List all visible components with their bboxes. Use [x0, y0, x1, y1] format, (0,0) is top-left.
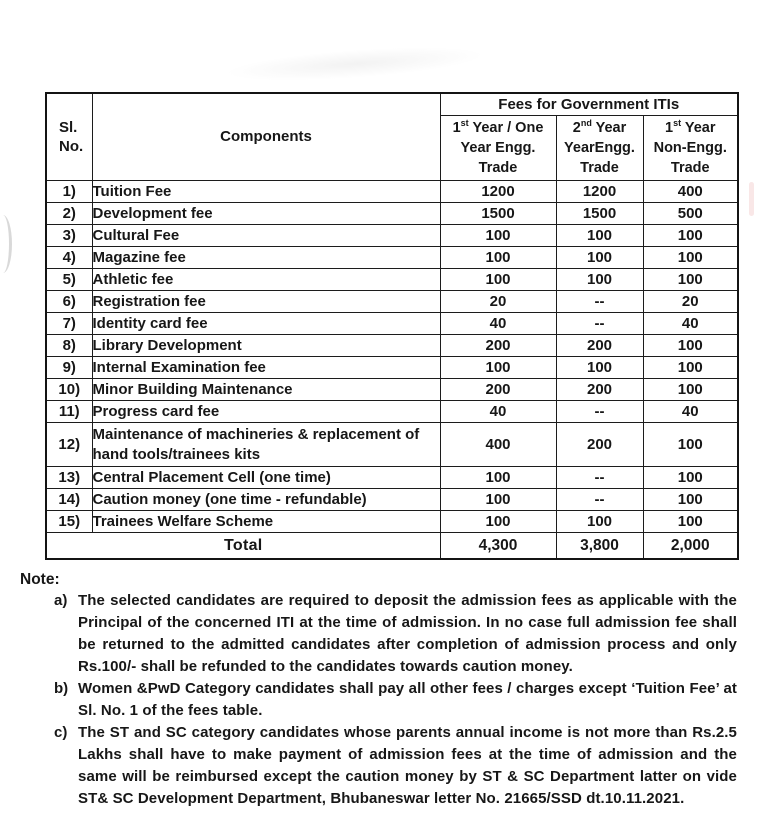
cell-fee-nonengg-y1: 100 [643, 511, 738, 533]
cell-component: Registration fee [92, 291, 440, 313]
cell-fee-nonengg-y1: 40 [643, 401, 738, 423]
cell-fee-engg-y1: 1500 [440, 203, 556, 225]
header-num: 1 [664, 120, 674, 136]
cell-fee-engg-y1: 100 [440, 225, 556, 247]
cell-component: Trainees Welfare Scheme [92, 511, 440, 533]
table-row [46, 357, 738, 379]
fees-table [45, 92, 739, 560]
cell-sl-no: 10) [46, 379, 92, 401]
cell-fee-engg-y1: 1200 [440, 181, 556, 203]
cell-fee-engg-y2: -- [556, 467, 643, 489]
note-marker: b) [54, 680, 69, 697]
table-row [46, 247, 738, 269]
note-marker: a) [54, 592, 68, 609]
header-line [441, 118, 556, 138]
cell-fee-engg-y1: 40 [440, 401, 556, 423]
table-row [46, 467, 738, 489]
cell-component: Tuition Fee [92, 181, 440, 203]
header-line [557, 118, 643, 138]
header-line: Non-Engg. [653, 140, 727, 156]
cell-component: Cultural Fee [92, 225, 440, 247]
header-num: 1 [452, 120, 461, 136]
cell-component: Minor Building Maintenance [92, 379, 440, 401]
note-text: Women &PwD Category candidates shall pay all other fees / charges except ‘Tuition Fee’ at Sl. No. 1 of the fees table. [78, 680, 737, 719]
cell-fee-nonengg-y1: 100 [643, 247, 738, 269]
header-rest: Year [591, 120, 627, 136]
cell-fee-engg-y1: 20 [440, 291, 556, 313]
header-rest: Year / One [468, 120, 544, 136]
header-line: Trade [580, 160, 619, 176]
cell-fee-engg-y2: 200 [556, 379, 643, 401]
cell-sl-no: 5) [46, 269, 92, 291]
cell-component: Internal Examination fee [92, 357, 440, 379]
total-fee-engg-y2: 3,800 [556, 533, 643, 560]
total-fee-engg-y1: 4,300 [440, 533, 556, 560]
cell-sl-no: 8) [46, 335, 92, 357]
col-header-engg-year1 [440, 116, 556, 181]
total-fee-nonengg-y1: 2,000 [643, 533, 738, 560]
cell-fee-engg-y1: 100 [440, 511, 556, 533]
sl-no-line1: Sl. [59, 119, 78, 136]
note-item-c [20, 722, 737, 810]
cell-fee-engg-y2: -- [556, 313, 643, 335]
cell-fee-engg-y1: 200 [440, 335, 556, 357]
cell-fee-nonengg-y1: 20 [643, 291, 738, 313]
cell-fee-engg-y2: 200 [556, 423, 643, 467]
cell-sl-no: 7) [46, 313, 92, 335]
note-text: The ST and SC category candidates whose parents annual income is not more than Rs.2.5 Lakhs shall have to make payment of admission fees at the time of admission and the same will be reimbursed except the caution money by ST & SC Department latter on vide ST& SC Development Department, Bhubaneswar letter No. 21665/SSD dt.10.11.2021. [78, 724, 737, 807]
sl-no-line2: No. [59, 138, 84, 155]
cell-sl-no: 15) [46, 511, 92, 533]
cell-fee-engg-y1: 400 [440, 423, 556, 467]
cell-fee-nonengg-y1: 100 [643, 467, 738, 489]
cell-component: Progress card fee [92, 401, 440, 423]
cell-fee-engg-y2: 200 [556, 335, 643, 357]
table-total-row [46, 533, 738, 560]
cell-fee-engg-y2: 1200 [556, 181, 643, 203]
col-header-nonengg-year1 [643, 116, 738, 181]
header-line: Trade [670, 160, 710, 176]
cell-component: Central Placement Cell (one time) [92, 467, 440, 489]
table-row [46, 511, 738, 533]
cell-fee-nonengg-y1: 400 [643, 181, 738, 203]
header-line: YearEngg. [564, 140, 635, 156]
col-header-components: Components [92, 93, 440, 181]
scan-edge-artifact [0, 215, 12, 273]
notes-section [20, 569, 737, 810]
cell-sl-no: 12) [46, 423, 92, 467]
cell-sl-no: 4) [46, 247, 92, 269]
cell-sl-no: 6) [46, 291, 92, 313]
cell-fee-engg-y1: 100 [440, 489, 556, 511]
cell-fee-engg-y1: 100 [440, 467, 556, 489]
cell-component: Athletic fee [92, 269, 440, 291]
table-row [46, 203, 738, 225]
cell-fee-engg-y2: 100 [556, 269, 643, 291]
header-line [644, 118, 738, 138]
table-row [46, 335, 738, 357]
cell-fee-engg-y2: 100 [556, 511, 643, 533]
header-ordinal: st [460, 118, 469, 129]
cell-fee-engg-y1: 100 [440, 247, 556, 269]
table-row [46, 401, 738, 423]
note-item-b [20, 678, 737, 722]
table-row [46, 489, 738, 511]
note-marker: c) [54, 724, 68, 741]
notes-heading: Note: [20, 571, 60, 588]
cell-sl-no: 1) [46, 181, 92, 203]
note-item-a [20, 590, 737, 678]
cell-fee-engg-y2: 1500 [556, 203, 643, 225]
cell-fee-engg-y2: 100 [556, 247, 643, 269]
table-row [46, 181, 738, 203]
header-ordinal: st [673, 118, 682, 129]
table-header-row-group [46, 93, 738, 116]
cell-fee-engg-y2: -- [556, 291, 643, 313]
cell-component: Library Development [92, 335, 440, 357]
cell-fee-engg-y2: 100 [556, 225, 643, 247]
header-num: 2 [572, 120, 581, 136]
cell-sl-no: 3) [46, 225, 92, 247]
cell-fee-nonengg-y1: 100 [643, 269, 738, 291]
cell-sl-no: 14) [46, 489, 92, 511]
header-ordinal: nd [580, 118, 592, 129]
table-row [46, 291, 738, 313]
cell-sl-no: 13) [46, 467, 92, 489]
cell-component: Identity card fee [92, 313, 440, 335]
scan-smudge-artifact [224, 41, 485, 87]
cell-fee-engg-y1: 100 [440, 357, 556, 379]
table-row [46, 379, 738, 401]
table-row [46, 269, 738, 291]
cell-fee-engg-y2: -- [556, 489, 643, 511]
total-label: Total [46, 533, 440, 560]
cell-sl-no: 11) [46, 401, 92, 423]
cell-fee-engg-y2: 100 [556, 357, 643, 379]
header-rest: Year [681, 120, 716, 136]
cell-fee-nonengg-y1: 500 [643, 203, 738, 225]
cell-fee-engg-y2: -- [556, 401, 643, 423]
cell-fee-engg-y1: 40 [440, 313, 556, 335]
cell-fee-engg-y1: 100 [440, 269, 556, 291]
cell-component: Maintenance of machineries & replacement of hand tools/trainees kits [92, 423, 440, 467]
header-line: Trade [478, 160, 518, 176]
cell-fee-nonengg-y1: 100 [643, 379, 738, 401]
cell-sl-no: 2) [46, 203, 92, 225]
col-header-engg-year2 [556, 116, 643, 181]
cell-fee-nonengg-y1: 100 [643, 489, 738, 511]
cell-component: Caution money (one time - refundable) [92, 489, 440, 511]
table-row [46, 423, 738, 467]
header-line: Year Engg. [460, 140, 536, 156]
cell-fee-nonengg-y1: 100 [643, 357, 738, 379]
fees-group-header: Fees for Government ITIs [440, 93, 738, 116]
scan-edge-artifact-right [749, 182, 754, 216]
cell-fee-nonengg-y1: 100 [643, 423, 738, 467]
cell-fee-nonengg-y1: 40 [643, 313, 738, 335]
cell-component: Development fee [92, 203, 440, 225]
col-header-sl-no [46, 93, 92, 181]
cell-fee-nonengg-y1: 100 [643, 225, 738, 247]
table-row [46, 313, 738, 335]
table-row [46, 225, 738, 247]
cell-fee-engg-y1: 200 [440, 379, 556, 401]
cell-fee-nonengg-y1: 100 [643, 335, 738, 357]
cell-sl-no: 9) [46, 357, 92, 379]
cell-component: Magazine fee [92, 247, 440, 269]
note-text: The selected candidates are required to deposit the admission fees as applicable with the Principal of the concerned ITI at the time of admission. In no case full admission fee shall be returned to the admitted candidates after completion of admission process and only Rs.100/- shall be refunded to the candidates towards caution money. [78, 592, 737, 675]
